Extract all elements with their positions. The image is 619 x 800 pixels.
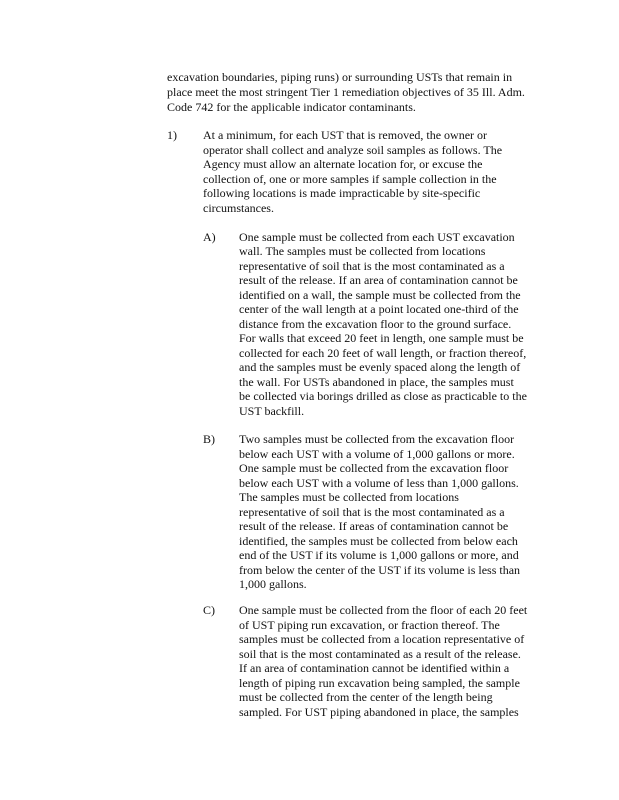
item-1-label: 1) (167, 128, 177, 142)
item-a-line: collected for each 20 feet of wall length, or fraction thereof, (239, 346, 527, 360)
item-a-line: identified on a wall, the sample must be collected from the (239, 288, 521, 302)
item-c-line: must be collected from the center of the length being (239, 690, 493, 704)
item-a-line: and the samples must be evenly spaced along the length of (239, 360, 521, 374)
intro-line: place meet the most stringent Tier 1 remediation objectives of 35 Ill. Adm. (167, 85, 525, 99)
item-a-line: distance from the excavation floor to the ground surface. (239, 317, 512, 331)
item-a-line: One sample must be collected from each UST excavation (239, 230, 515, 244)
item-a-line: For walls that exceed 20 feet in length, one sample must be (239, 331, 524, 345)
item-c-line: sampled. For UST piping abandoned in place, the samples (239, 705, 519, 719)
item-c-line: If an area of contamination cannot be identified within a (239, 661, 510, 675)
item-a-line: wall. The samples must be collected from locations (239, 244, 486, 258)
item-b-line: identified, the samples must be collected from below each (239, 534, 518, 548)
item-c-line: of UST piping run excavation, or fraction thereof. The (239, 618, 500, 632)
item-b-line: end of the UST if its volume is 1,000 gallons or more, and (239, 548, 519, 562)
item-a-line: be collected via borings drilled as close as practicable to the (239, 389, 527, 403)
item-1-line: At a minimum, for each UST that is removed, the owner or (203, 128, 488, 142)
intro-line: excavation boundaries, piping runs) or surrounding USTs that remain in (167, 70, 513, 84)
item-1-line: circumstances. (203, 201, 274, 215)
item-b-line: One sample must be collected from the excavation floor (239, 461, 509, 475)
item-a-label: A) (203, 230, 216, 244)
item-a-line: result of the release. If an area of contamination cannot be (239, 273, 518, 287)
item-b-line: below each UST with a volume of less than 1,000 gallons. (239, 476, 519, 490)
item-b-line: below each UST with a volume of 1,000 gallons or more. (239, 447, 515, 461)
item-c-label: C) (203, 603, 215, 617)
item-1-line: operator shall collect and analyze soil samples as follows. The (203, 143, 503, 157)
item-a-line: UST backfill. (239, 404, 305, 418)
item-b-line: representative of soil that is the most contaminated as a (239, 505, 505, 519)
item-a-line: center of the wall length at a point located one-third of the (239, 302, 519, 316)
item-b-line: The samples must be collected from locations (239, 490, 459, 504)
item-c-line: samples must be collected from a location representative of (239, 632, 525, 646)
item-1-line: following locations is made impracticable by site-specific (203, 186, 481, 200)
item-b-line: Two samples must be collected from the excavation floor (239, 432, 515, 446)
item-c-line: length of piping run excavation being sampled, the sample (239, 676, 520, 690)
item-1-line: collection of, one or more samples if sample collection in the (203, 172, 497, 186)
item-c-line: One sample must be collected from the floor of each 20 feet (239, 603, 528, 617)
intro-line: Code 742 for the applicable indicator contaminants. (167, 100, 416, 114)
item-b-label: B) (203, 432, 215, 446)
item-a-line: the wall. For USTs abandoned in place, the samples must (239, 375, 514, 389)
item-b-line: from below the center of the UST if its volume is less than (239, 563, 521, 577)
item-b-line: 1,000 gallons. (239, 577, 307, 591)
item-1-line: Agency must allow an alternate location for, or excuse the (203, 157, 483, 171)
item-a-line: representative of soil that is the most contaminated as a (239, 259, 505, 273)
item-c-line: soil that is the most contaminated as a result of the release. (239, 647, 521, 661)
item-b-line: result of the release. If areas of contamination cannot be (239, 519, 509, 533)
